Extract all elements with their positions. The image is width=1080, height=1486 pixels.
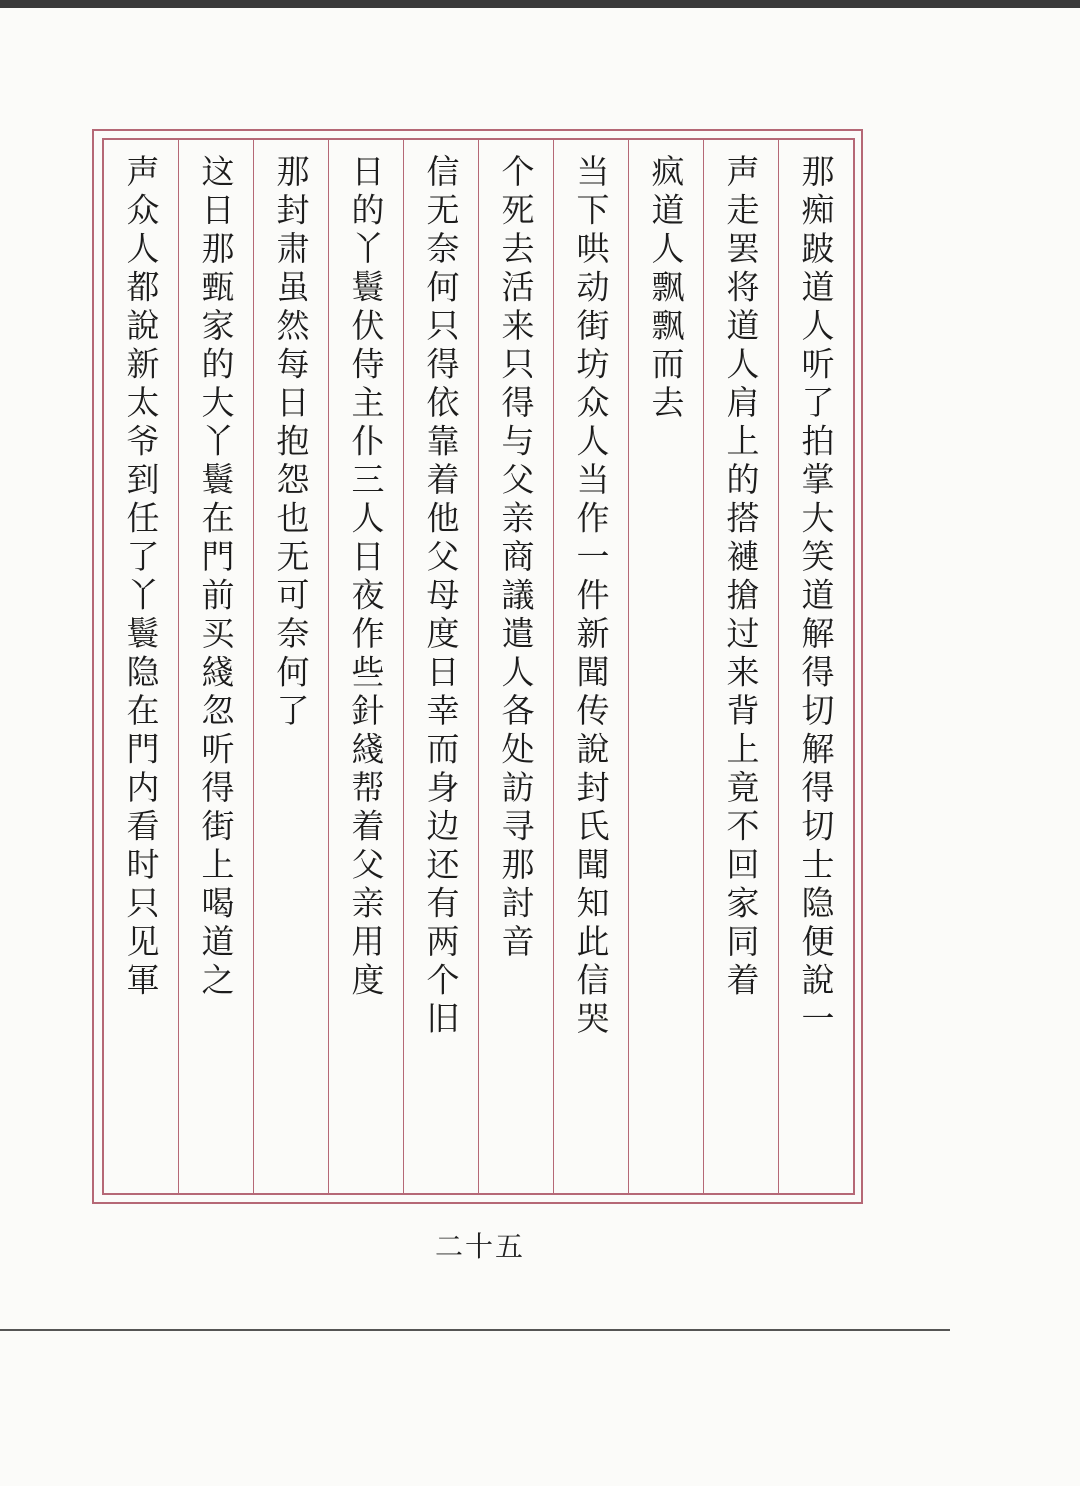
manuscript-column-7 <box>329 140 404 1193</box>
manuscript-column-5 <box>479 140 554 1193</box>
column-text: 当下哄动街坊众人当作一件新聞传說封氏聞知此信哭 <box>571 154 611 1040</box>
scan-top-edge <box>0 0 1080 8</box>
column-text: 那痴跛道人听了拍掌大笑道解得切解得切士隐便說一 <box>796 154 836 1040</box>
column-text: 声众人都說新太爷到任了丫鬟隐在門内看时只见軍 <box>121 154 161 1001</box>
column-text: 声走罢将道人肩上的搭褳搶过来背上竟不回家同着 <box>721 154 761 1001</box>
manuscript-columns <box>104 140 853 1193</box>
manuscript-column-8 <box>254 140 329 1193</box>
manuscript-column-1 <box>779 140 853 1193</box>
manuscript-column-9 <box>179 140 254 1193</box>
column-text: 个死去活来只得与父亲商議遣人各处訪寻那討音 <box>496 154 536 963</box>
column-text: 日的丫鬟伏侍主仆三人日夜作些針綫帮着父亲用度 <box>346 154 386 1001</box>
column-text: 那封肃虽然每日抱怨也无可奈何了 <box>271 154 311 732</box>
page-number: 二十五 <box>434 1230 525 1263</box>
column-text: 疯道人飘飘而去 <box>646 154 686 424</box>
manuscript-column-2 <box>704 140 779 1193</box>
manuscript-column-6 <box>404 140 479 1193</box>
scan-bottom-edge <box>0 1329 950 1331</box>
manuscript-column-10 <box>104 140 179 1193</box>
column-text: 信无奈何只得依靠着他父母度日幸而身边还有两个旧 <box>421 154 461 1040</box>
manuscript-column-4 <box>554 140 629 1193</box>
manuscript-column-3 <box>629 140 704 1193</box>
column-text: 这日那甄家的大丫鬟在門前买綫忽听得街上喝道之 <box>196 154 236 1001</box>
